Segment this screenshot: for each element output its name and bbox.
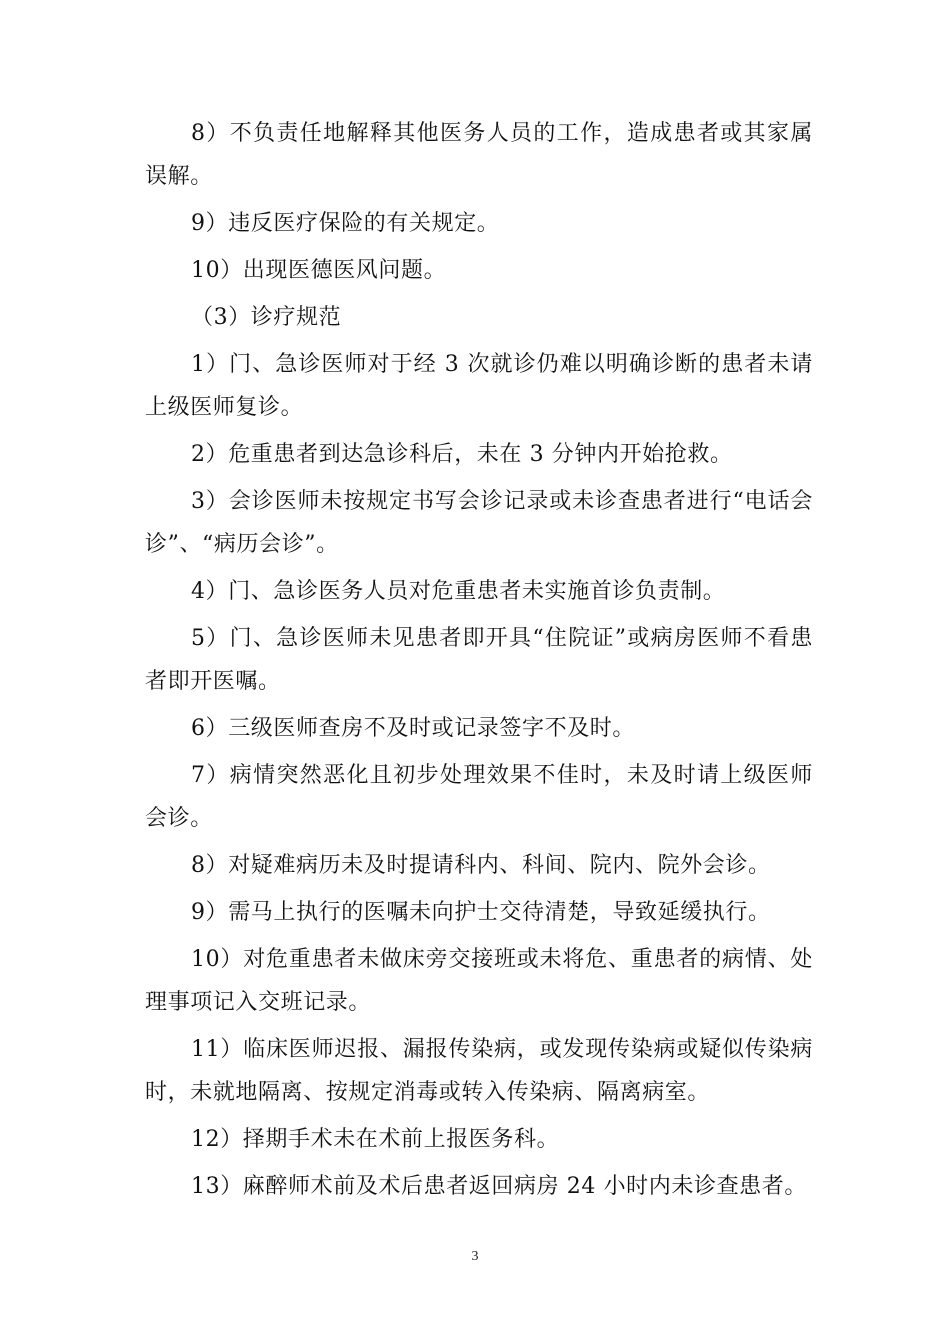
- paragraph: 10）对危重患者未做床旁交接班或未将危、重患者的病情、处理事项记入交班记录。: [145, 947, 813, 1015]
- paragraph: 7）病情突然恶化且初步处理效果不佳时，未及时请上级医师会诊。: [145, 763, 813, 831]
- paragraph: 3）会诊医师未按规定书写会诊记录或未诊查患者进行“电话会诊”、“病历会诊”。: [145, 489, 813, 557]
- paragraph: 10）出现医德医风问题。: [191, 258, 447, 283]
- paragraph: 9）违反医疗保险的有关规定。: [191, 211, 500, 236]
- paragraph: 4）门、急诊医务人员对危重患者未实施首诊负责制。: [191, 579, 726, 604]
- paragraph: 8）对疑难病历未及时提请科内、科间、院内、院外会诊。: [191, 853, 771, 878]
- paragraph: 9）需马上执行的医嘱未向护士交待清楚，导致延缓执行。: [191, 900, 771, 925]
- page-number: 3: [471, 1249, 479, 1264]
- paragraph: 5）门、急诊医师未见患者即开具“住院证”或病房医师不看患者即开医嘱。: [145, 626, 813, 694]
- paragraph: 2）危重患者到达急诊科后，未在 3 分钟内开始抢救。: [191, 442, 733, 467]
- paragraph: 13）麻醉师术前及术后患者返回病房 24 小时内未诊查患者。: [191, 1174, 807, 1199]
- section-heading: （3）诊疗规范: [191, 305, 342, 330]
- paragraph: 8）不负责任地解释其他医务人员的工作，造成患者或其家属误解。: [145, 121, 813, 189]
- paragraph: 12）择期手术未在术前上报医务科。: [191, 1127, 560, 1152]
- paragraph: 11）临床医师迟报、漏报传染病，或发现传染病或疑似传染病时，未就地隔离、按规定消毒或转入传染病、隔离病室。: [145, 1037, 813, 1105]
- paragraph: 6）三级医师查房不及时或记录签字不及时。: [191, 716, 635, 741]
- document-body: [145, 112, 813, 1212]
- paragraph: 1）门、急诊医师对于经 3 次就诊仍难以明确诊断的患者未请上级医师复诊。: [145, 352, 813, 420]
